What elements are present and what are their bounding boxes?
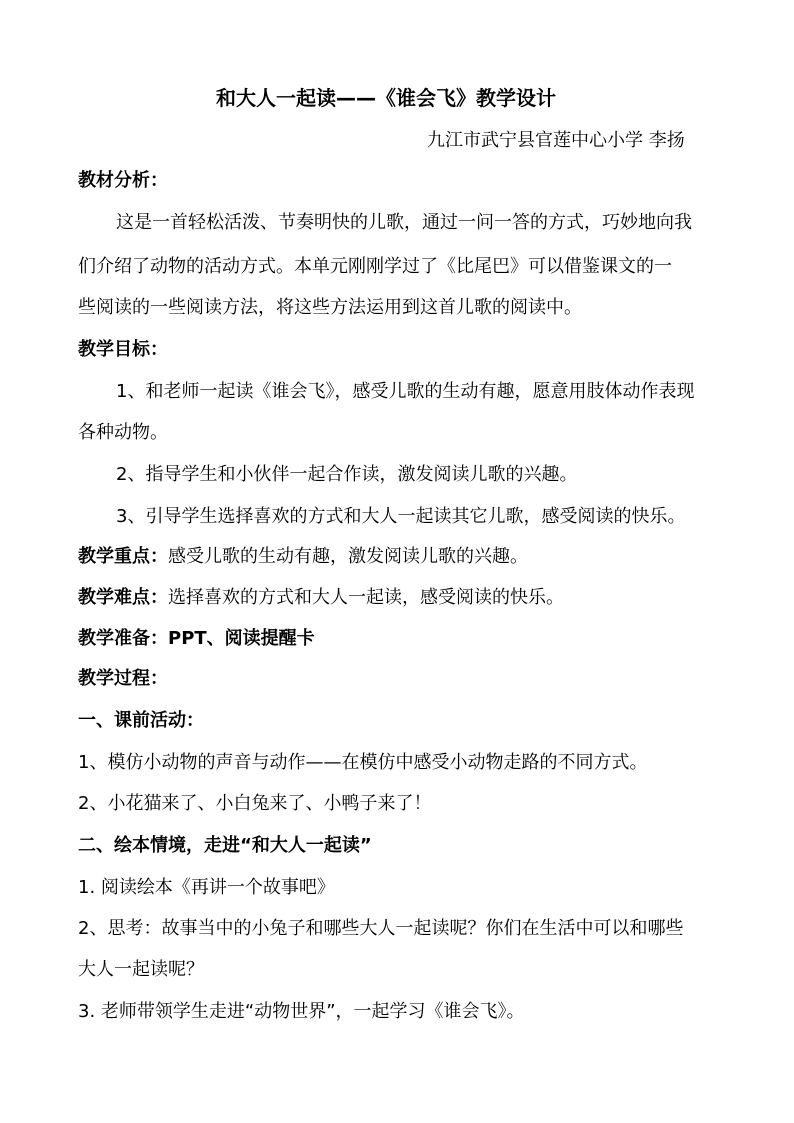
preparation-line: 教学准备：PPT、阅读提醒卡 [78,628,315,649]
difficulty-line [78,586,564,610]
key-point-label: 教学重点： [78,546,168,567]
goal-1-line-1: 1、和老师一起读《谁会飞》，感受儿歌的生动有趣，愿意用肢体动作表现 [116,381,695,402]
key-point-text: 感受儿歌的生动有趣，激发阅读儿歌的兴趣。 [168,546,528,567]
analysis-heading: 教材分析： [78,170,168,191]
goal-3: 3、引导学生选择喜欢的方式和大人一起读其它儿歌，感受阅读的快乐。 [116,506,686,527]
goal-2: 2、指导学生和小伙伴一起合作读，激发阅读儿歌的兴趣。 [116,464,578,485]
part-2-item-1: 1. 阅读绘本《再讲一个故事吧》 [78,877,335,898]
difficulty-text: 选择喜欢的方式和大人一起读，感受阅读的快乐。 [168,587,564,608]
part-2-heading: 二、绘本情境，走进“和大人一起读” [78,835,372,856]
analysis-paragraph-line-1: 这是一首轻松活泼、节奏明快的儿歌，通过一问一答的方式，巧妙地向我 [116,212,692,233]
analysis-paragraph-line-2: 们介绍了动物的活动方式。本单元刚刚学过了《比尾巴》可以借鉴课文的一 [78,256,672,277]
analysis-paragraph-line-3: 些阅读的一些阅读方法，将这些方法运用到这首儿歌的阅读中。 [78,297,582,318]
part-2-item-2-line-2: 大人一起读呢？ [78,959,204,980]
part-1-item-1: 1、模仿小动物的声音与动作——在模仿中感受小动物走路的不同方式。 [78,752,648,773]
part-1-item-2: 2、小花猫来了、小白兔来了、小鸭子来了！ [78,793,432,814]
goal-1-line-2: 各种动物。 [78,422,168,443]
difficulty-label: 教学难点： [78,587,168,608]
part-1-heading: 一、课前活动： [78,710,204,731]
process-heading: 教学过程： [78,668,168,689]
part-2-item-2-line-1: 2、思考：故事当中的小兔子和哪些大人一起读呢？你们在生活中可以和哪些 [78,918,684,939]
key-point-line [78,545,528,569]
author-line: 九江市武宁县官莲中心小学 李扬 [427,130,685,151]
part-2-item-3: 3. 老师带领学生走进“动物世界”，一起学习《谁会飞》。 [78,1001,525,1022]
document-title: 和大人一起读——《谁会飞》教学设计 [216,86,556,110]
goals-heading: 教学目标： [78,339,168,360]
